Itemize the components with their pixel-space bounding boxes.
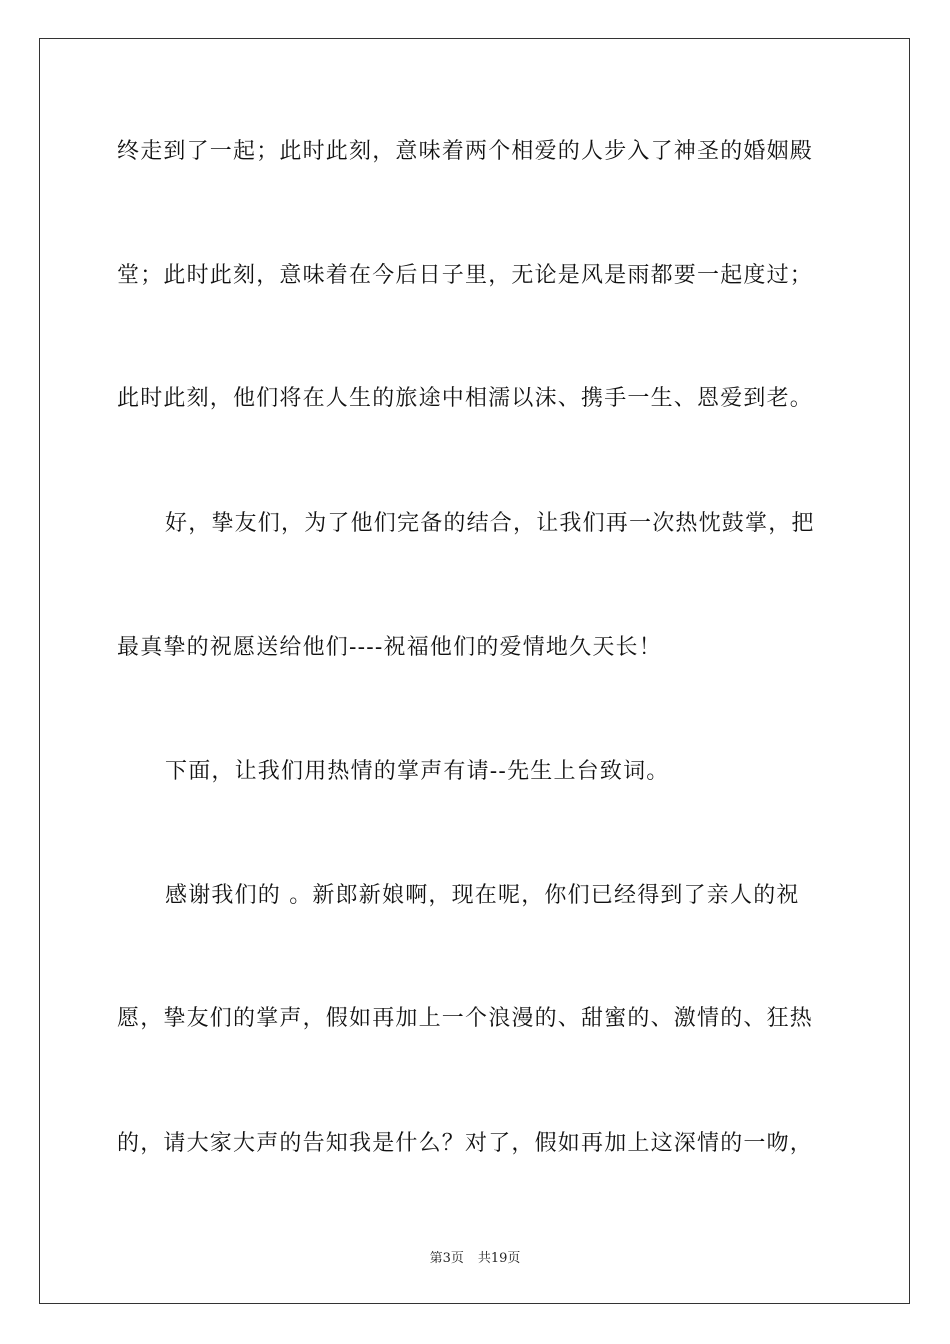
paragraph-line: 此时此刻，他们将在人生的旅途中相濡以沫、携手一生、恩爱到老。 (117, 386, 814, 411)
paragraph-line: 堂；此时此刻，意味着在今后日子里，无论是风是雨都要一起度过； (117, 263, 814, 288)
paragraph-line: 下面，让我们用热情的掌声有请--先生上台致词。 (165, 759, 670, 784)
paragraph-line: 好，挚友们，为了他们完备的结合，让我们再一次热忱鼓掌，把 (165, 511, 815, 536)
paragraph-line: 终走到了一起；此时此刻，意味着两个相爱的人步入了神圣的婚姻殿 (117, 139, 814, 164)
page-number: 第3页 (429, 1251, 464, 1266)
paragraph-line: 最真挚的祝愿送给他们----祝福他们的爱情地久天长！ (117, 635, 662, 660)
paragraph-line: 愿，挚友们的掌声，假如再加上一个浪漫的、甜蜜的、激情的、狂热 (117, 1006, 814, 1031)
page-total: 共19页 (477, 1251, 521, 1266)
paragraph-line: 的，请大家大声的告知我是什么？对了，假如再加上这深情的一吻， (117, 1131, 814, 1156)
page-footer (0, 1247, 950, 1266)
paragraph-line: 感谢我们的 。新郎新娘啊，现在呢，你们已经得到了亲人的祝 (165, 883, 800, 908)
page-border (39, 38, 910, 1304)
